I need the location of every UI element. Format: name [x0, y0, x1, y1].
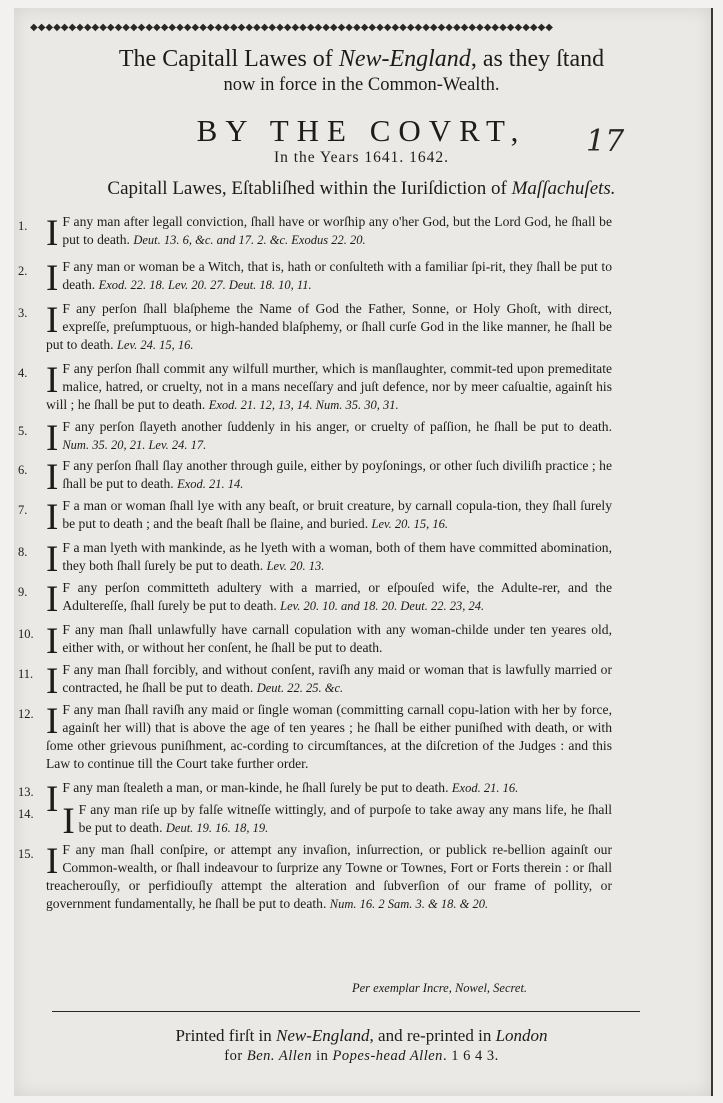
law-number: 11. — [18, 667, 34, 681]
law-body: F any man ſhall forcibly, and without conſent, raviſh any maid or woman that is lawfully married or contracted, he ſhall be put to death. — [62, 662, 612, 695]
per-exemplar-signature: Per exemplar Incre, Nowel, Secret. — [352, 981, 528, 995]
law-text — [46, 360, 612, 414]
drop-cap: I — [46, 213, 59, 254]
law-body: F any man or woman be a Witch, that is, hath or conſulteth with a familiar ſpi-rit, they ſhall be put to death. — [62, 259, 612, 292]
drop-cap: I — [46, 579, 59, 620]
law-text — [46, 801, 612, 842]
scripture-reference: Lev. 20. 15, 16. — [371, 517, 448, 531]
law-body: F any man ſhall conſpire, or attempt any invaſion, inſurrection, or publick re-bellion againſt our Common-wealth, or ſhall indeavour to ſurprize any Towne or Townes, Fort or Forts therein : or ſhall treacherouſly, or perfidiouſly attempt the alteration and ſubverſion of our frame of pollity, or government fundamentally, he ſhall be put to death. — [46, 842, 612, 911]
law-body: F a man lyeth with mankinde, as he lyeth with a woman, both of them have committed abomination, they both ſhall ſurely be put to death. — [62, 540, 612, 573]
law-number: 6. — [18, 463, 28, 477]
law-number: 7. — [18, 503, 28, 517]
law-entry — [18, 661, 612, 702]
law-number: 9. — [18, 585, 28, 599]
law-text — [46, 779, 612, 797]
law-number: 14. — [18, 807, 34, 821]
law-text — [46, 497, 612, 538]
scripture-reference: Exod. 21. 12, 13, 14. Num. 35. 30, 31. — [208, 398, 399, 412]
court-heading: BY THE COVRT, — [196, 113, 527, 148]
law-body: F any man ſtealeth a man, or man-kinde, he ſhall ſurely be put to death. — [62, 780, 449, 795]
law-body: F any man after legall conviction, ſhall have or worſhip any o'her God, but the Lord God, he ſhall be put to death. — [62, 214, 612, 247]
law-number: 2. — [18, 264, 28, 278]
law-entry — [18, 801, 612, 842]
established-line: Capitall Lawes, Eſtabliſhed within the Iuriſdiction of Maſſachuſets. — [107, 178, 616, 199]
divider — [52, 1011, 640, 1012]
law-body: F any man ſhall raviſh any maid or ſingle woman (committing carnall copu-lation with her by force, againſt her will) that is above the age of ten yeares ; he ſhall be either puniſhed with death, or with ſome other grievous puniſhment, ac-cording to circumſtances, at the diſcretion of the Judges : and this Law to continue till the Court take further order. — [46, 702, 612, 771]
law-body: F any perſon committeth adultery with a married, or eſpouſed wife, the Adulte-rer, and the Adultereſſe, ſhall ſurely be put to death. — [62, 580, 612, 613]
law-entry — [18, 360, 612, 414]
law-entry — [18, 701, 612, 773]
drop-cap: I — [46, 258, 59, 299]
law-number: 1. — [18, 219, 28, 233]
marginal-handwritten-number: 17 — [586, 124, 625, 159]
scripture-reference: Lev. 20. 10. and 18. 20. Deut. 22. 23, 24. — [280, 599, 485, 613]
drop-cap: I — [46, 300, 59, 341]
law-entry — [18, 300, 612, 354]
law-number: 13. — [18, 785, 34, 799]
imprint-line-2: for Ben. Allen in Popes-head Allen. 1 6 4 3. — [224, 1048, 499, 1064]
drop-cap: I — [46, 539, 59, 580]
scripture-reference: Deut. 13. 6, &c. and 17. 2. &c. Exodus 22. 20. — [133, 233, 366, 247]
law-body: F any man ſhall unlawfully have carnall copulation with any woman-childe under ten yeares old, either with, or without her conſent, he ſhall be put to death. — [62, 622, 612, 655]
law-number: 10. — [18, 627, 34, 641]
law-text — [46, 841, 612, 913]
scripture-reference: Deut. 19. 16. 18, 19. — [165, 821, 269, 835]
law-entry — [18, 213, 612, 254]
law-body: F a man or woman ſhall lye with any beaſt, or bruit creature, by carnall copula-tion, they ſhall ſurely be put to death ; and the beaſt ſhall be ſlaine, and buried. — [62, 498, 612, 531]
law-entry — [18, 457, 612, 498]
drop-cap: I — [46, 779, 59, 820]
law-number: 3. — [18, 306, 28, 320]
law-body: F any perſon ſhall blaſpheme the Name of God the Father, Sonne, or Holy Ghoſt, with direct, expreſſe, preſumptuous, or high-handed blaſphemy, or ſhall curſe God in the like manner, he ſhall be put to death. — [46, 301, 612, 352]
law-number: 5. — [18, 424, 28, 438]
drop-cap: I — [46, 701, 59, 742]
law-text — [46, 213, 612, 254]
law-text — [46, 539, 612, 580]
scripture-reference: Lev. 24. 15, 16. — [116, 338, 194, 352]
years-line: In the Years 1641. 1642. — [273, 149, 450, 166]
drop-cap: I — [46, 360, 59, 401]
law-entry — [18, 539, 612, 580]
law-body: F any perſon ſhall commit any wilfull murther, which is manſlaughter, commit-ted upon premeditate malice, hatred, or cruelty, not in a mans neceſſary and juſt defence, nor by meer caſualtie, againſt his will ; he ſhall be put to death. — [46, 361, 612, 412]
drop-cap: I — [46, 661, 59, 702]
law-number: 12. — [18, 707, 34, 721]
laws-list — [18, 213, 612, 913]
law-number: 4. — [18, 366, 28, 380]
imprint-line-1: Printed firſt in New-England, and re-printed in London — [175, 1026, 548, 1045]
law-text — [46, 661, 612, 702]
law-number: 15. — [18, 847, 34, 861]
law-entry — [18, 841, 612, 913]
scripture-reference: Num. 35. 20, 21. Lev. 24. 17. — [62, 438, 207, 452]
law-entry — [18, 497, 612, 538]
law-body: F any perſon ſlayeth another ſuddenly in his anger, or cruelty of paſſion, he ſhall be put to death. — [62, 419, 612, 434]
law-entry — [18, 258, 612, 299]
law-text — [46, 621, 612, 662]
law-text — [46, 418, 612, 459]
scripture-reference: Exod. 22. 18. Lev. 20. 27. Deut. 18. 10, 11. — [98, 278, 312, 292]
drop-cap: I — [46, 497, 59, 538]
law-text — [46, 457, 612, 498]
law-entry — [18, 579, 612, 620]
page-subtitle: now in force in the Common-Wealth. — [223, 75, 500, 95]
law-body: F any man riſe up by falſe witneſſe wittingly, and of purpoſe to take away any mans life, he ſhall be put to death. — [78, 802, 612, 835]
law-text — [46, 258, 612, 299]
law-text — [46, 701, 612, 773]
drop-cap: I — [46, 418, 59, 459]
law-entry — [18, 418, 612, 459]
scripture-reference: Exod. 21. 14. — [177, 477, 244, 491]
ornamental-border: ◆◆◆◆◆◆◆◆◆◆◆◆◆◆◆◆◆◆◆◆◆◆◆◆◆◆◆◆◆◆◆◆◆◆◆◆◆◆◆◆◆◆◆◆◆◆◆◆◆◆◆◆◆◆◆◆◆◆◆◆◆◆◆◆◆◆◆◆ — [30, 22, 553, 33]
law-text — [46, 579, 612, 620]
scripture-reference: Lev. 20. 13. — [266, 559, 325, 573]
scripture-reference: Num. 16. 2 Sam. 3. & 18. & 20. — [329, 897, 489, 911]
law-text — [46, 300, 612, 354]
drop-cap: I — [46, 841, 59, 882]
law-body: F any perſon ſhall ſlay another through guile, either by poyſonings, or other ſuch diviliſh practice ; he ſhall be put to death. — [62, 458, 612, 491]
law-entry — [18, 621, 612, 662]
page-title: The Capitall Lawes of New-England, as they ſtand — [118, 46, 605, 72]
drop-cap: I — [46, 457, 59, 498]
law-number: 8. — [18, 545, 28, 559]
drop-cap: I — [46, 621, 59, 662]
scripture-reference: Deut. 22. 25. &c. — [256, 681, 344, 695]
drop-cap: I — [62, 801, 75, 842]
scripture-reference: Exod. 21. 16. — [451, 781, 519, 795]
